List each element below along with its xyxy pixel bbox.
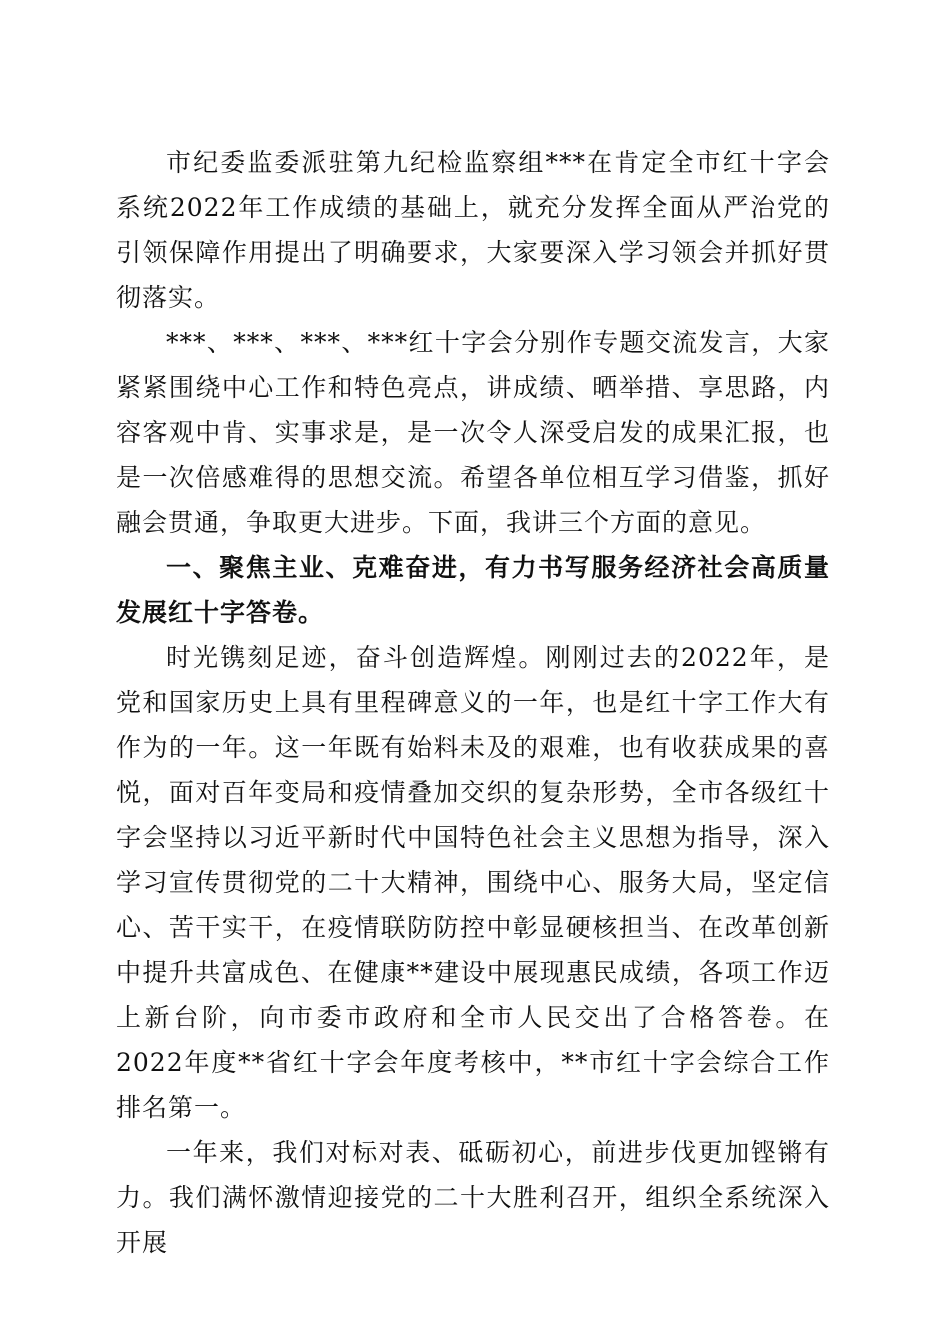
paragraph-1: 市纪委监委派驻第九纪检监察组***在肯定全市红十字会系统2022年工作成绩的基础上，就充分发挥全面从严治党的引领保障作用提出了明确要求，大家要深入学习领会并抓好贯彻落实。 <box>116 148 830 312</box>
document-body <box>116 140 830 1265</box>
section-heading-1: 一、聚焦主业、克难奋进，有力书写服务经济社会高质量发展红十字答卷。 <box>116 553 830 627</box>
paragraph-3: 时光镌刻足迹，奋斗创造辉煌。刚刚过去的2022年，是党和国家历史上具有里程碑意义的一年，也是红十字工作大有作为的一年。这一年既有始料未及的艰难，也有收获成果的喜悦，面对百年变局和疫情叠加交织的复杂形势，全市各级红十字会坚持以习近平新时代中国特色社会主义思想为指导，深入学习宣传贯彻党的二十大精神，围绕中心、服务大局，坚定信心、苦干实干，在疫情联防防控中彰显硬核担当、在改革创新中提升共富成色、在健康**建设中展现惠民成绩，各项工作迈上新台阶，向市委市政府和全市人民交出了合格答卷。在2022年度**省红十字会年度考核中，**市红十字会综合工作排名第一。 <box>116 643 831 1122</box>
paragraph-2: ***、***、***、***红十字会分别作专题交流发言，大家紧紧围绕中心工作和特色亮点，讲成绩、晒举措、享思路，内容客观中肯、实事求是，是一次令人深受启发的成果汇报，也是一次倍感难得的思想交流。希望各单位相互学习借鉴，抓好融会贯通，争取更大进步。下面，我讲三个方面的意见。 <box>116 328 830 537</box>
paragraph-4: 一年来，我们对标对表、砥砺初心，前进步伐更加铿锵有力。我们满怀激情迎接党的二十大胜利召开，组织全系统深入开展 <box>116 1138 830 1257</box>
